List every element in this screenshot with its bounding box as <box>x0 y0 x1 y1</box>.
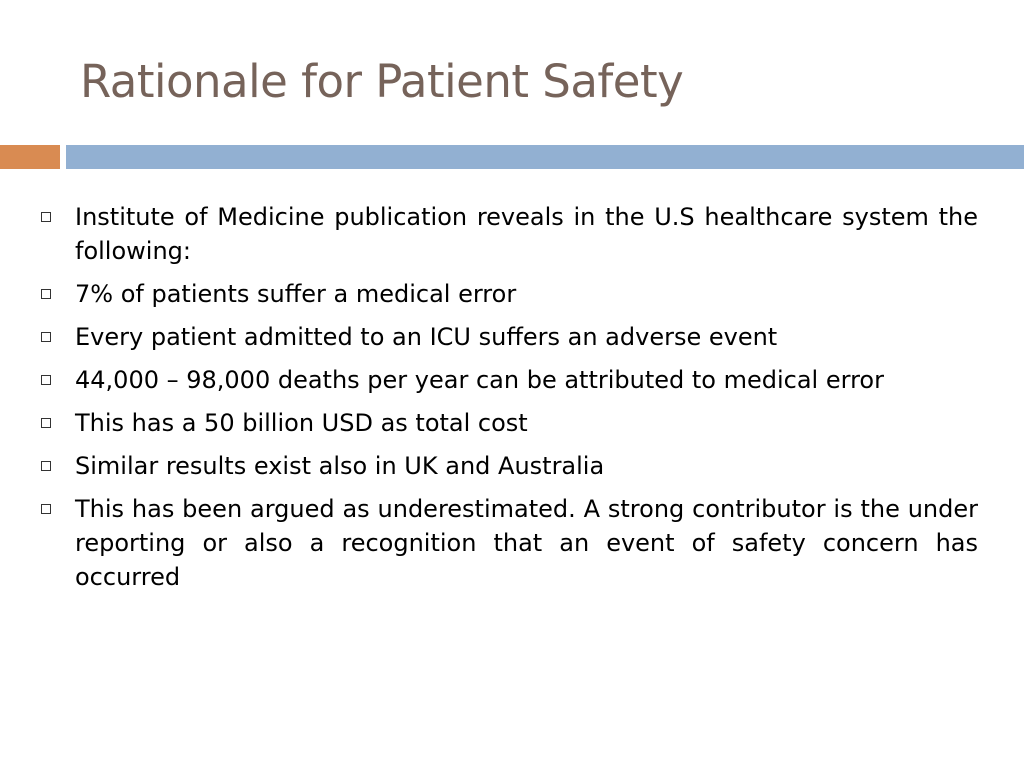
bullet-list <box>38 200 978 603</box>
bullet-item <box>38 492 978 594</box>
square-outline-bullet-icon <box>41 504 51 514</box>
title-accent-bar <box>0 145 60 169</box>
title-divider-bar <box>66 145 1024 169</box>
square-outline-bullet-icon <box>41 375 51 385</box>
bullet-text: Institute of Medicine publication reveals in the U.S healthcare system the following: <box>75 203 978 265</box>
bullet-item <box>38 363 978 397</box>
square-outline-bullet-icon <box>41 289 51 299</box>
bullet-text: This has a 50 billion USD as total cost <box>75 409 528 437</box>
bullet-item <box>38 320 978 354</box>
square-outline-bullet-icon <box>41 212 51 222</box>
slide-title: Rationale for Patient Safety <box>80 55 684 108</box>
bullet-text: 44,000 – 98,000 deaths per year can be attributed to medical error <box>75 366 884 394</box>
bullet-text: 7% of patients suffer a medical error <box>75 280 517 308</box>
square-outline-bullet-icon <box>41 461 51 471</box>
bullet-text: This has been argued as underestimated. A strong contributor is the under reporting or also a recognition that an event of safety concern has occurred <box>75 495 978 591</box>
bullet-text: Similar results exist also in UK and Australia <box>75 452 605 480</box>
bullet-text: Every patient admitted to an ICU suffers an adverse event <box>75 323 778 351</box>
bullet-item <box>38 406 978 440</box>
square-outline-bullet-icon <box>41 332 51 342</box>
bullet-item <box>38 449 978 483</box>
bullet-item <box>38 277 978 311</box>
bullet-item <box>38 200 978 268</box>
square-outline-bullet-icon <box>41 418 51 428</box>
